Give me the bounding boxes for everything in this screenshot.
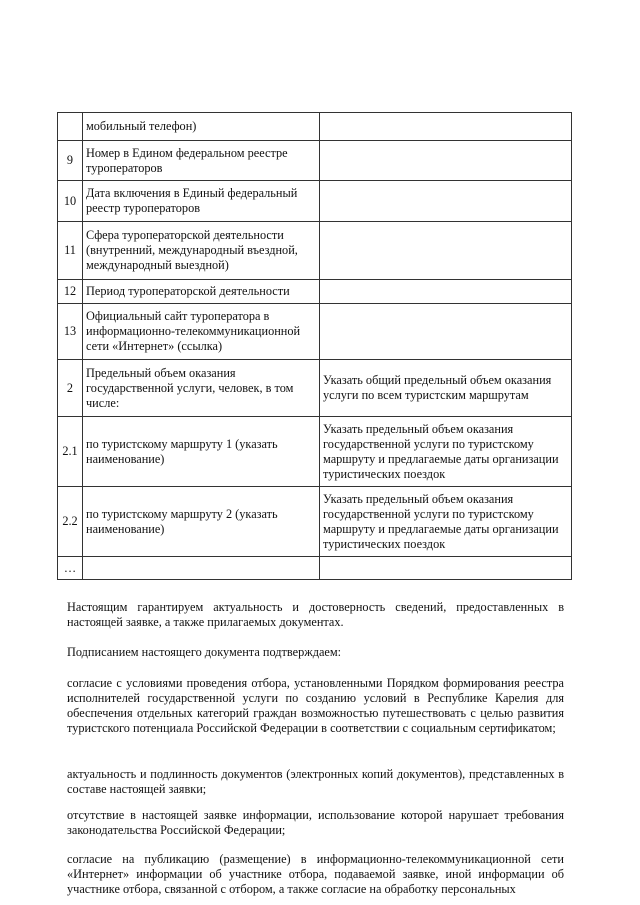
table-row bbox=[58, 141, 572, 181]
row-label: Номер в Едином федеральном реестре туроператоров bbox=[83, 141, 320, 181]
row-label: Дата включения в Единый федеральный реестр туроператоров bbox=[83, 181, 320, 222]
row-number: … bbox=[58, 557, 83, 580]
row-label: Предельный объем оказания государственной услуги, человек, в том числе: bbox=[83, 360, 320, 417]
row-value bbox=[320, 304, 572, 360]
row-value bbox=[320, 181, 572, 222]
paragraph-confirm-intro: Подписанием настоящего документа подтверждаем: bbox=[67, 645, 342, 659]
table-row bbox=[58, 304, 572, 360]
table-row bbox=[58, 113, 572, 141]
row-number: 9 bbox=[58, 141, 83, 181]
table-row bbox=[58, 557, 572, 580]
row-label: Официальный сайт туроператора в информационно-телекоммуникационной сети «Интернет» (ссылка) bbox=[83, 304, 320, 360]
paragraph-consent-conditions: согласие с условиями проведения отбора, установленными Порядком формирования реестра исполнителей государственной услуги по созданию условий в Республике Карелия для обеспечения отдельных категорий граждан возможностью путешествовать с целью развития туристского потенциала Российской Федерации в соответствии с социальным сертификатом; bbox=[67, 676, 564, 735]
row-value: Указать предельный объем оказания государственной услуги по туристскому маршруту и предлагаемые даты организации туристических поездок bbox=[320, 487, 572, 557]
table-row bbox=[58, 417, 572, 487]
row-label: по туристскому маршруту 2 (указать наименование) bbox=[83, 487, 320, 557]
paragraph-no-violating-info: отсутствие в настоящей заявке информации, использование которой нарушает требования законодательства Российской Федерации; bbox=[67, 808, 564, 837]
row-value: Указать предельный объем оказания государственной услуги по туристскому маршруту и предлагаемые даты организации туристических поездок bbox=[320, 417, 572, 487]
row-number: 2 bbox=[58, 360, 83, 417]
row-value bbox=[320, 113, 572, 141]
paragraph-documents-authenticity: актуальность и подлинность документов (электронных копий документов), представленных в составе настоящей заявки; bbox=[67, 767, 564, 796]
row-value bbox=[320, 222, 572, 280]
row-value bbox=[320, 557, 572, 580]
row-number: 10 bbox=[58, 181, 83, 222]
table-row bbox=[58, 280, 572, 304]
row-label: Сфера туроператорской деятельности (внутренний, международный въездной, международный выездной) bbox=[83, 222, 320, 280]
row-number: 2.1 bbox=[58, 417, 83, 487]
row-label: мобильный телефон) bbox=[83, 113, 320, 141]
row-label bbox=[83, 557, 320, 580]
row-value: Указать общий предельный объем оказания услуги по всем туристским маршрутам bbox=[320, 360, 572, 417]
row-number: 12 bbox=[58, 280, 83, 304]
row-number: 11 bbox=[58, 222, 83, 280]
row-number bbox=[58, 113, 83, 141]
paragraph-guarantee: Настоящим гарантируем актуальность и достоверность сведений, предоставленных в настоящей заявке, а также прилагаемых документах. bbox=[67, 600, 564, 629]
table-row bbox=[58, 181, 572, 222]
row-number: 13 bbox=[58, 304, 83, 360]
application-form-table bbox=[57, 112, 572, 580]
table-row bbox=[58, 487, 572, 557]
table-row bbox=[58, 222, 572, 280]
row-value bbox=[320, 141, 572, 181]
row-number: 2.2 bbox=[58, 487, 83, 557]
row-label: Период туроператорской деятельности bbox=[83, 280, 320, 304]
table-row bbox=[58, 360, 572, 417]
row-label: по туристскому маршруту 1 (указать наименование) bbox=[83, 417, 320, 487]
paragraph-publication-consent: согласие на публикацию (размещение) в информационно-телекоммуникационной сети «Интернет» информации об участнике отбора, подаваемой заявке, иной информации об участнике отбора, связанной с отбором, а также согласие на обработку персональных bbox=[67, 852, 564, 896]
row-value bbox=[320, 280, 572, 304]
